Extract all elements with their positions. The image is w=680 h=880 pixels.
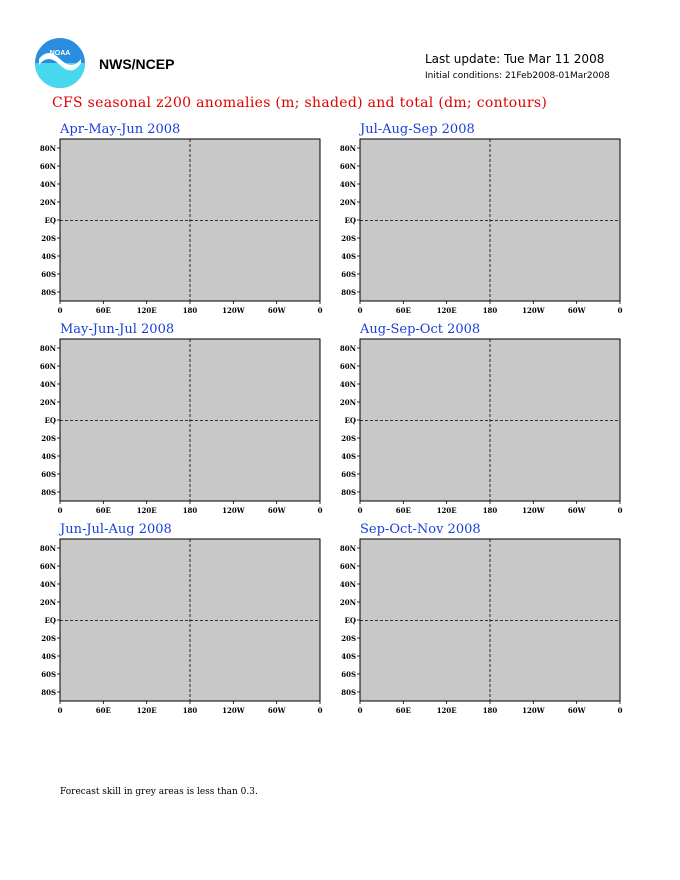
- lat-tick-label: EQ: [344, 416, 356, 425]
- lat-tick-label: 60S: [41, 670, 56, 679]
- lon-tick-label: 120W: [222, 706, 245, 715]
- last-update: Last update: Tue Mar 11 2008: [425, 52, 605, 66]
- initial-conditions: Initial conditions: 21Feb2008-01Mar2008: [425, 71, 610, 81]
- lat-tick-label: 80N: [339, 144, 356, 153]
- lat-tick-label: 60S: [41, 470, 56, 479]
- lon-tick-label: 0: [57, 306, 63, 315]
- lat-tick-label: EQ: [44, 416, 56, 425]
- panel-title: Jul-Aug-Sep 2008: [360, 122, 475, 137]
- lon-tick-label: 60W: [567, 306, 586, 315]
- lat-tick-label: 80N: [39, 544, 56, 553]
- panel-title: Sep-Oct-Nov 2008: [360, 522, 481, 537]
- lon-tick-label: 120W: [522, 506, 545, 515]
- map-panel: [30, 539, 330, 719]
- lat-tick-label: 60N: [39, 362, 56, 371]
- lat-tick-label: 60S: [41, 270, 56, 279]
- lon-tick-label: 60E: [95, 306, 111, 315]
- lat-tick-label: 20N: [339, 598, 356, 607]
- lon-tick-label: 180: [182, 706, 198, 715]
- lat-tick-label: 80N: [339, 344, 356, 353]
- lat-tick-label: 80S: [41, 688, 56, 697]
- lon-tick-label: 120E: [136, 506, 157, 515]
- lat-tick-label: 60S: [341, 470, 356, 479]
- lat-tick-label: 40S: [41, 252, 56, 261]
- lat-tick-label: EQ: [344, 216, 356, 225]
- org-name: NWS/NCEP: [99, 56, 175, 72]
- logo-text: NOAA: [49, 50, 71, 57]
- lon-tick-label: 120E: [136, 306, 157, 315]
- lat-tick-label: 60N: [39, 162, 56, 171]
- map-panel: [330, 339, 630, 519]
- lat-tick-label: 20S: [341, 634, 356, 643]
- lon-tick-label: 180: [482, 306, 498, 315]
- map-panel: [330, 539, 630, 719]
- lat-tick-label: EQ: [44, 216, 56, 225]
- lat-tick-label: 20N: [339, 398, 356, 407]
- lon-tick-label: 0: [617, 706, 623, 715]
- lat-tick-label: 40S: [41, 452, 56, 461]
- lat-tick-label: EQ: [44, 616, 56, 625]
- lon-tick-label: 180: [182, 506, 198, 515]
- lat-tick-label: 80N: [39, 344, 56, 353]
- lon-tick-label: 60E: [395, 706, 411, 715]
- lon-tick-label: 60E: [395, 306, 411, 315]
- lon-tick-label: 120W: [222, 306, 245, 315]
- lon-tick-label: 0: [317, 306, 323, 315]
- lon-tick-label: 60E: [95, 506, 111, 515]
- forecast-skill-note: Forecast skill in grey areas is less than 0.3.: [60, 787, 258, 797]
- lat-tick-label: 80S: [41, 288, 56, 297]
- lat-tick-label: 20N: [339, 198, 356, 207]
- lat-tick-label: 40N: [39, 380, 56, 389]
- lon-tick-label: 0: [357, 706, 363, 715]
- lon-tick-label: 60E: [395, 506, 411, 515]
- lat-tick-label: 20N: [39, 398, 56, 407]
- lat-tick-label: 40S: [341, 252, 356, 261]
- lat-tick-label: 80N: [339, 544, 356, 553]
- panel-title: Aug-Sep-Oct 2008: [360, 322, 481, 337]
- lon-tick-label: 0: [317, 706, 323, 715]
- lat-tick-label: 20S: [341, 234, 356, 243]
- lon-tick-label: 180: [482, 706, 498, 715]
- lat-tick-label: 40N: [339, 180, 356, 189]
- lon-tick-label: 60W: [267, 506, 286, 515]
- lat-tick-label: 60N: [339, 562, 356, 571]
- panel-title: Jun-Jul-Aug 2008: [60, 522, 172, 537]
- lon-tick-label: 120W: [522, 706, 545, 715]
- lat-tick-label: 80S: [341, 488, 356, 497]
- lat-tick-label: 40S: [41, 652, 56, 661]
- lon-tick-label: 120E: [136, 706, 157, 715]
- page-title: CFS seasonal z200 anomalies (m; shaded) and total (dm; contours): [52, 95, 548, 111]
- lat-tick-label: 60N: [39, 562, 56, 571]
- lon-tick-label: 60W: [267, 306, 286, 315]
- map-panel: [30, 139, 330, 319]
- lon-tick-label: 0: [357, 506, 363, 515]
- lon-tick-label: 120E: [436, 706, 457, 715]
- lon-tick-label: 120W: [522, 306, 545, 315]
- lat-tick-label: 80S: [341, 688, 356, 697]
- lat-tick-label: 80N: [39, 144, 56, 153]
- lat-tick-label: 20N: [39, 198, 56, 207]
- lon-tick-label: 60W: [567, 506, 586, 515]
- lon-tick-label: 60W: [567, 706, 586, 715]
- lat-tick-label: 60N: [339, 162, 356, 171]
- lat-tick-label: 80S: [41, 488, 56, 497]
- lat-tick-label: 20S: [41, 434, 56, 443]
- lat-tick-label: 20S: [341, 434, 356, 443]
- lon-tick-label: 120W: [222, 506, 245, 515]
- lon-tick-label: 120E: [436, 506, 457, 515]
- panel-title: Apr-May-Jun 2008: [60, 122, 181, 137]
- lat-tick-label: 60S: [341, 270, 356, 279]
- lat-tick-label: 20N: [39, 598, 56, 607]
- panel-title: May-Jun-Jul 2008: [60, 322, 175, 337]
- map-panel: [330, 139, 630, 319]
- lat-tick-label: 40N: [339, 380, 356, 389]
- lat-tick-label: 20S: [41, 634, 56, 643]
- lat-tick-label: 20S: [41, 234, 56, 243]
- lat-tick-label: 60N: [339, 362, 356, 371]
- lon-tick-label: 0: [317, 506, 323, 515]
- lat-tick-label: 40N: [39, 180, 56, 189]
- lat-tick-label: EQ: [344, 616, 356, 625]
- lat-tick-label: 40N: [39, 580, 56, 589]
- lon-tick-label: 0: [617, 306, 623, 315]
- lon-tick-label: 60W: [267, 706, 286, 715]
- lon-tick-label: 60E: [95, 706, 111, 715]
- lat-tick-label: 40S: [341, 452, 356, 461]
- lon-tick-label: 0: [617, 506, 623, 515]
- lon-tick-label: 180: [482, 506, 498, 515]
- lat-tick-label: 40S: [341, 652, 356, 661]
- lon-tick-label: 120E: [436, 306, 457, 315]
- noaa-logo: [34, 37, 86, 89]
- lon-tick-label: 0: [57, 706, 63, 715]
- lat-tick-label: 60S: [341, 670, 356, 679]
- lat-tick-label: 40N: [339, 580, 356, 589]
- lon-tick-label: 180: [182, 306, 198, 315]
- lat-tick-label: 80S: [341, 288, 356, 297]
- map-panel: [30, 339, 330, 519]
- lon-tick-label: 0: [57, 506, 63, 515]
- lon-tick-label: 0: [357, 306, 363, 315]
